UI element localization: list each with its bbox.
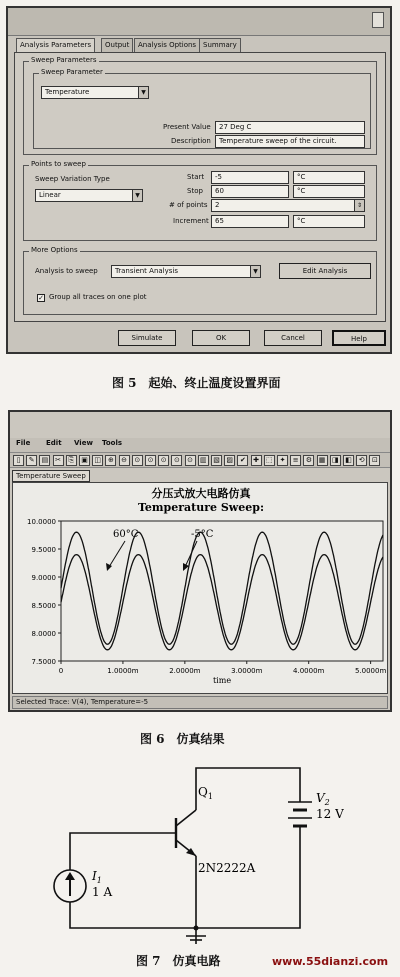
toolbar-button-icon[interactable]: ▦: [317, 455, 328, 466]
group-traces-checkbox[interactable]: ✓: [38, 294, 44, 302]
ok-button[interactable]: OK: [192, 330, 250, 346]
annotation-arrow-60c: [109, 541, 125, 567]
spinner-arrows-icon[interactable]: ⇕: [354, 200, 364, 211]
simulate-button[interactable]: Simulate: [118, 330, 176, 346]
toolbar-button-icon[interactable]: ⬚: [264, 455, 275, 466]
wire-bottom: [70, 902, 196, 928]
tab-summary[interactable]: Summary: [199, 38, 241, 52]
stop-input[interactable]: 60: [211, 185, 289, 198]
y-tick-label: 7.5000: [31, 658, 56, 666]
menu-bar: [10, 438, 390, 452]
x-tick-label: 5.0000m: [354, 667, 387, 675]
sweep-settings-dialog: [6, 6, 392, 354]
toolbar-button-icon[interactable]: ⊙: [132, 455, 143, 466]
analysis-to-sweep-value: Transient Analysis: [115, 267, 178, 275]
toolbar-button-icon[interactable]: ✦: [277, 455, 288, 466]
series-line-0: [61, 532, 383, 644]
tab-analysis-options[interactable]: Analysis Options: [134, 38, 200, 52]
plot-frame: [61, 521, 383, 661]
wire-base: [70, 833, 176, 870]
annotation-minus5c: -5°C: [191, 529, 214, 540]
start-label: Start: [187, 173, 205, 181]
toolbar-button-icon[interactable]: ▨: [224, 455, 235, 466]
current-source-label: $I_1$: [92, 869, 102, 885]
figure6-caption: 图 6 仿真结果: [140, 732, 225, 746]
toolbar-button-icon[interactable]: ✎: [26, 455, 37, 466]
toolbar-button-icon[interactable]: ⊙: [185, 455, 196, 466]
toolbar-button-icon[interactable]: ⚙: [303, 455, 314, 466]
menu-view[interactable]: View: [74, 439, 93, 447]
toolbar-button-icon[interactable]: ◨: [330, 455, 341, 466]
cancel-button[interactable]: Cancel: [264, 330, 322, 346]
watermark: www.55dianzi.com: [272, 955, 389, 968]
toolbar-button-icon[interactable]: ✂: [53, 455, 64, 466]
wire-top: [196, 768, 300, 810]
chevron-down-icon: ▼: [138, 87, 148, 98]
chart-title: 分压式放大电路仿真: [151, 487, 251, 500]
x-axis-label: time: [212, 676, 232, 685]
x-tick-label: 3.0000m: [231, 667, 263, 675]
menu-edit[interactable]: Edit: [46, 439, 62, 447]
x-tick-label: 0: [58, 667, 64, 675]
more-options-label: More Options: [31, 246, 78, 254]
voltage-source-label: $V_2$: [316, 791, 330, 807]
points-value: 2: [215, 201, 220, 209]
y-tick-label: 9.0000: [31, 574, 56, 582]
y-tick-label: 9.5000: [31, 546, 56, 554]
x-tick-label: 4.0000m: [293, 667, 325, 675]
points-to-sweep-label: Points to sweep: [31, 160, 86, 168]
figure7-caption: 图 7 仿真电路: [136, 954, 221, 968]
toolbar-button-icon[interactable]: ⊙: [158, 455, 169, 466]
sweep-parameter-select[interactable]: [41, 86, 149, 99]
toolbar-button-icon[interactable]: ✔: [237, 455, 248, 466]
menu-file[interactable]: File: [16, 439, 31, 447]
toolbar-button-icon[interactable]: ⎘: [66, 455, 77, 466]
annotation-60c: 60°C: [113, 529, 139, 540]
y-tick-label: 10.0000: [27, 518, 56, 526]
analysis-parameters-panel: [14, 52, 386, 322]
dialog-title-bar: [8, 8, 390, 36]
stop-unit: °C: [293, 185, 365, 198]
sweep-parameter-value: Temperature: [45, 88, 90, 96]
sweep-variation-label: Sweep Variation Type: [35, 175, 110, 183]
circuit-diagram: [0, 760, 400, 945]
points-label: # of points: [169, 201, 208, 209]
y-tick-label: 8.0000: [31, 630, 56, 638]
plot-area: [12, 482, 388, 694]
voltage-source-value: 12 V: [316, 807, 344, 821]
start-unit: °C: [293, 171, 365, 184]
transistor-model-label: 2N2222A: [198, 861, 256, 875]
junction-dot: [194, 926, 199, 931]
sweep-parameters-label: Sweep Parameters: [31, 56, 97, 64]
simulation-window: [8, 410, 392, 712]
y-tick-label: 8.5000: [31, 602, 56, 610]
toolbar-button-icon[interactable]: ▤: [39, 455, 50, 466]
toolbar-button-icon[interactable]: ⊖: [119, 455, 130, 466]
points-stepper[interactable]: [211, 199, 365, 212]
description-label: Description: [171, 137, 211, 145]
toolbar-button-icon[interactable]: ▯: [13, 455, 24, 466]
analysis-to-sweep-select[interactable]: [111, 265, 261, 278]
toolbar-button-icon[interactable]: ◧: [343, 455, 354, 466]
menu-tools[interactable]: Tools: [102, 439, 123, 447]
figure5-caption: 图 5 起始、终止温度设置界面: [112, 376, 281, 390]
analysis-to-sweep-label: Analysis to sweep: [35, 267, 98, 275]
increment-field: 65: [211, 215, 289, 228]
series-line-1: [61, 555, 383, 650]
sweep-variation-select[interactable]: [35, 189, 143, 202]
temperature-sweep-chart: [13, 483, 389, 695]
tab-output[interactable]: Output: [101, 38, 133, 52]
tab-analysis-parameters[interactable]: Analysis Parameters: [16, 38, 95, 52]
toolbar-button-icon[interactable]: ▣: [79, 455, 90, 466]
chevron-down-icon: ▼: [250, 266, 260, 277]
wire-right: [196, 826, 300, 928]
annotation-arrow-minus5c: [185, 541, 197, 567]
group-traces-label: Group all traces on one plot: [49, 293, 147, 301]
toolbar-button-icon[interactable]: ▧: [211, 455, 222, 466]
sweep-parameter-label: Sweep Parameter: [41, 68, 103, 76]
present-value-label: Present Value: [163, 123, 211, 131]
stop-label: Stop: [187, 187, 203, 195]
increment-unit: °C: [293, 215, 365, 228]
toolbar-button-icon[interactable]: ⊕: [105, 455, 116, 466]
status-bar: Selected Trace: V(4), Temperature=-5: [12, 696, 388, 709]
x-tick-label: 2.0000m: [169, 667, 201, 675]
toolbar: [10, 452, 390, 468]
sweep-variation-value: Linear: [39, 191, 61, 199]
transistor-label: $Q_1$: [198, 785, 213, 801]
edit-analysis-button[interactable]: Edit Analysis: [279, 263, 371, 279]
chart-subtitle: Temperature Sweep:: [137, 501, 265, 514]
x-tick-label: 1.0000m: [107, 667, 139, 675]
toolbar-button-icon[interactable]: ⊙: [145, 455, 156, 466]
help-button[interactable]: Help: [332, 330, 386, 346]
tab-temperature-sweep[interactable]: Temperature Sweep: [12, 470, 90, 482]
toolbar-button-icon[interactable]: ✚: [251, 455, 262, 466]
current-source-value: 1 A: [92, 885, 113, 899]
close-icon[interactable]: [372, 12, 384, 28]
toolbar-button-icon[interactable]: ⊙: [171, 455, 182, 466]
toolbar-button-icon[interactable]: ⟲: [356, 455, 367, 466]
present-value-field: 27 Deg C: [215, 121, 365, 134]
start-input[interactable]: -5: [211, 171, 289, 184]
current-arrow-icon: [65, 872, 75, 880]
toolbar-button-icon[interactable]: ⊡: [369, 455, 380, 466]
chevron-down-icon: ▼: [132, 190, 142, 201]
increment-label: Increment: [173, 217, 209, 225]
toolbar-button-icon[interactable]: ◫: [92, 455, 103, 466]
more-options-group: [23, 251, 377, 315]
description-field[interactable]: Temperature sweep of the circuit.: [215, 135, 365, 148]
toolbar-button-icon[interactable]: ≡: [290, 455, 301, 466]
toolbar-button-icon[interactable]: ▥: [198, 455, 209, 466]
transistor-collector: [176, 810, 196, 826]
